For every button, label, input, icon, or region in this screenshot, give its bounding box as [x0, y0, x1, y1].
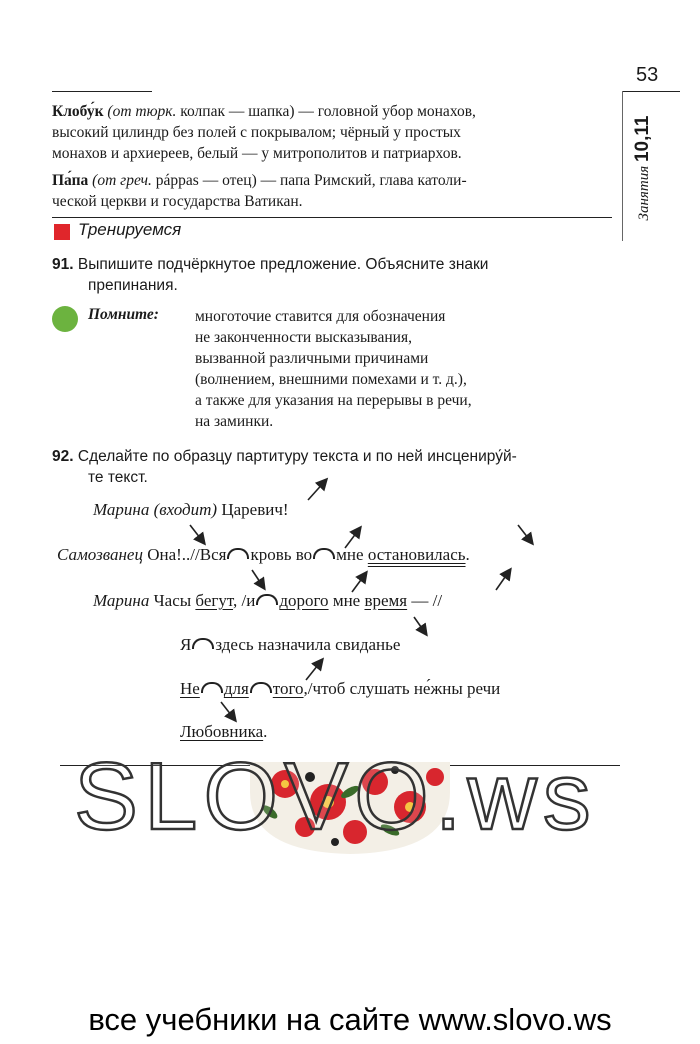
definition-line: высокий цилиндр без полей с покрывалом; чёрный у простых [52, 124, 461, 141]
fall-arrow [414, 617, 426, 634]
score-line-2: Самозванец Она!..//Вся кровь во мне остановилась. [57, 545, 470, 564]
rise-arrow [345, 528, 360, 548]
section-title: Тренируемся [78, 220, 182, 239]
task-number: 91. [52, 256, 74, 273]
task-92: 92. Сделайте по образцу партитуру текста и по ней инсцениру́й- те текст. [52, 448, 517, 486]
definition: колпак — шапка) — головной убор монахов, [176, 103, 476, 120]
task-91: 91. Выпишите подчёркнутое предложение. Объясните знаки препинания. [52, 256, 489, 294]
fall-arrow [518, 525, 532, 543]
definition-line: монахов и архиереев, белый — у митрополитов и патриархов. [52, 145, 462, 162]
rise-arrow [306, 660, 322, 680]
side-tab-prefix: Занятия [636, 165, 652, 221]
fall-arrow [221, 702, 235, 720]
term: Па́па [52, 172, 89, 189]
fall-arrow [190, 525, 204, 543]
memo-text: многоточие ставится для обозначения не законченности высказывания, вызванной различными причинами (волнением, внешними помехами и т. д.), а также для указания на перерывы в речи, на заминки. [195, 308, 472, 430]
rise-arrow [496, 570, 510, 590]
score-line-5: Не для того,/чтоб слушать не́жны речи [180, 679, 501, 698]
side-tab-numbers: 10,11 [632, 115, 653, 163]
definition: páppas — отец) — папа Римский, глава католи- [151, 172, 467, 189]
score-line-6: Любовника. [180, 722, 268, 741]
term: Клобу́к [52, 103, 104, 120]
task-number: 92. [52, 448, 74, 465]
rise-arrow [352, 573, 366, 592]
score-line-3: Марина Часы бегут, /и дорого мне время — // [93, 591, 443, 610]
fall-arrow [252, 570, 264, 588]
score-line-1: Марина (входит) Царевич! [93, 500, 289, 519]
rise-arrow [308, 480, 326, 500]
page-number: 53 [636, 64, 659, 86]
memo-label: Помните: [88, 306, 159, 323]
origin: (от греч. [92, 172, 152, 189]
score-line-4: Я здесь назначила свиданье [180, 635, 401, 654]
origin: (от тюрк. [107, 103, 177, 120]
watermark: SLOVO.ws [74, 743, 597, 850]
definition-line: ческой церкви и государства Ватикан. [52, 193, 303, 210]
footer-site-link[interactable]: все учебники на сайте www.slovo.ws [88, 1002, 612, 1037]
